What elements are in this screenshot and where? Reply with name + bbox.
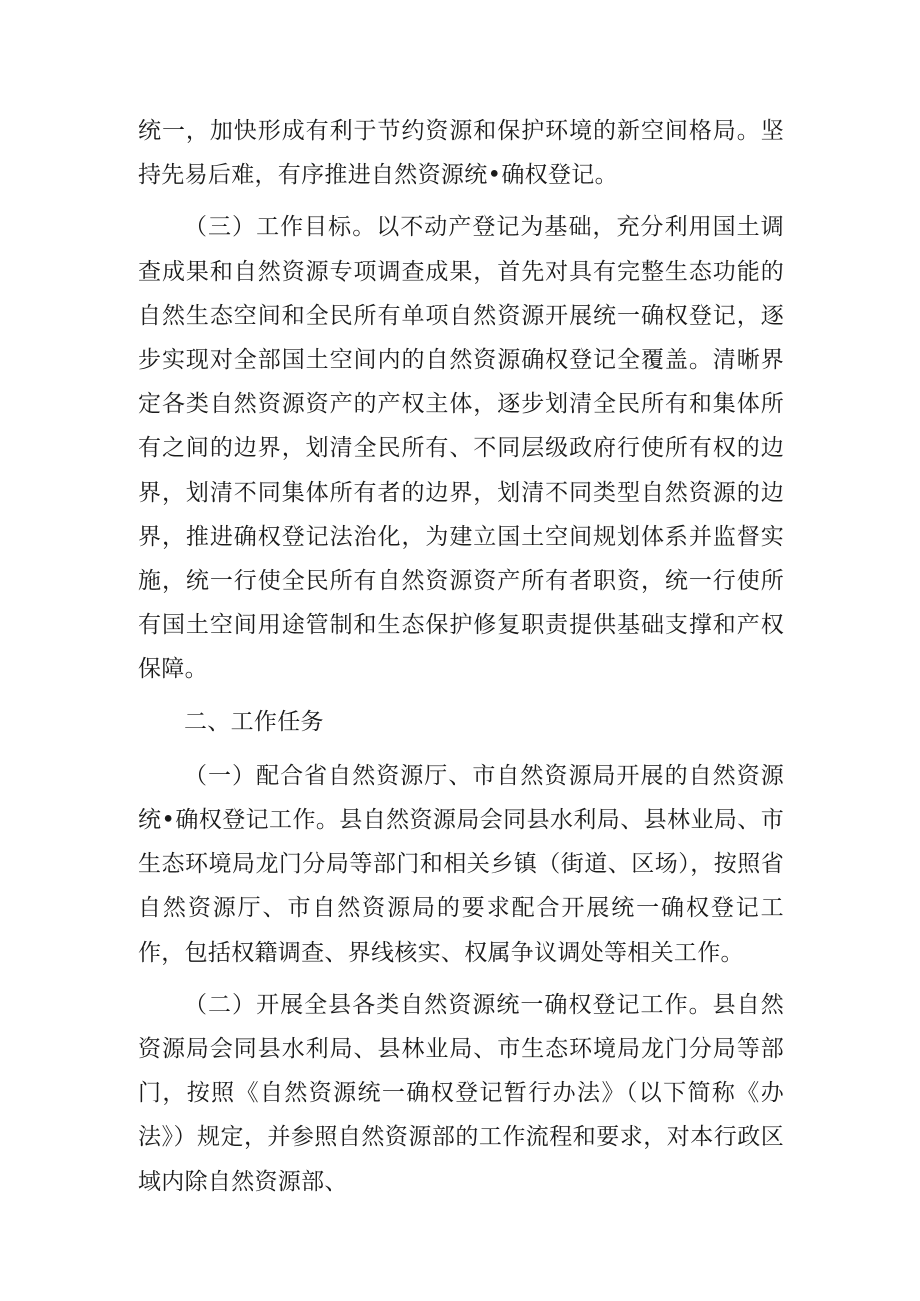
paragraph-continuation: 统一，加快形成有利于节约资源和保护环境的新空间格局。坚持先易后难，有序推进自然资源统•确权登记。 xyxy=(138,118,784,189)
document-body xyxy=(138,109,784,1212)
paragraph-task-two: （二）开展全县各类自然资源统一确权登记工作。县自然资源局会同县水利局、县林业局、市生态环境局龙门分局等部门，按照《自然资源统一确权登记暂行办法》（以下简称《办法》）规定，并参照自然资源部的工作流程和要求，对本行政区域内除自然资源部、 xyxy=(138,991,784,1195)
paragraph-work-goal: （三）工作目标。以不动产登记为基础，充分利用国土调查成果和自然资源专项调查成果，首先对具有完整生态功能的自然生态空间和全民所有单项自然资源开展统一确权登记，逐步实现对全部国土空间内的自然资源确权登记全覆盖。清晰界定各类自然资源资产的产权主体，逐步划清全民所有和集体所有之间的边界，划清全民所有、不同层级政府行使所有权的边界，划清不同集体所有者的边界，划清不同类型自然资源的边界，推进确权登记法治化，为建立国土空间规划体系并监督实施，统一行使全民所有自然资源资产所有者职资，统一行使所有国土空间用途管制和生态保护修复职责提供基础支撑和产权保障。 xyxy=(138,214,784,683)
section-heading-work-tasks: 二、工作任务 xyxy=(184,708,324,735)
paragraph-task-one: （一）配合省自然资源厅、市自然资源局开展的自然资源统•确权登记工作。县自然资源局会同县水利局、县林业局、市生态环境局龙门分局等部门和相关乡镇（街道、区场），按照省自然资源厅、市自然资源局的要求配合开展统一确权登记工作，包括权籍调查、界线核实、权属争议调处等相关工作。 xyxy=(138,762,784,966)
